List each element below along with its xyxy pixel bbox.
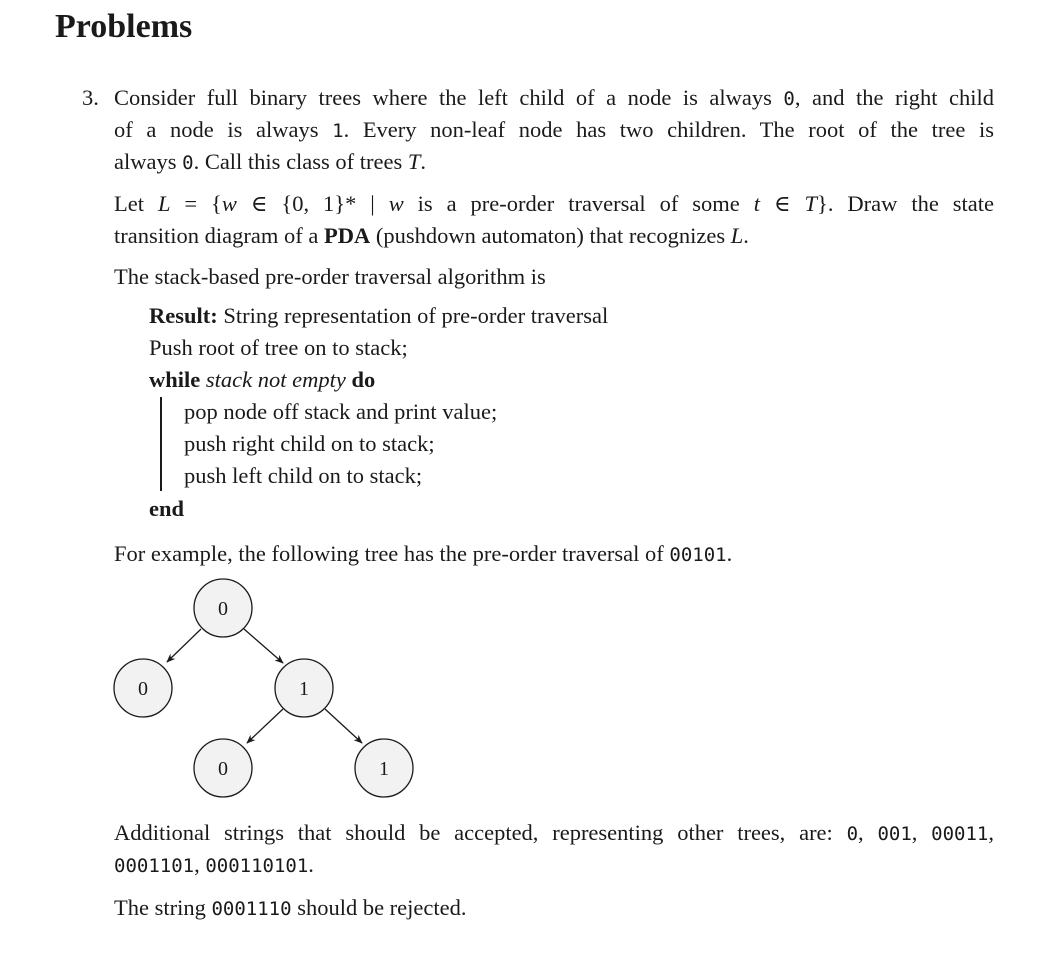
additional-text: Additional strings that should be accepted, representing other trees, are: — [114, 820, 847, 845]
lang-var-w2: w — [388, 191, 404, 216]
accepted-string: 001 — [877, 823, 912, 845]
intro-l3-text-b: . Call this class of trees — [193, 149, 408, 174]
section-title: Problems — [55, 8, 193, 45]
additional-line-1: Additional strings that should be accepted, representing other trees, are: 0, 001, 00011, — [114, 820, 994, 845]
additional-line-2: 0001101, 000110101. — [114, 852, 314, 877]
lang-in2: ∈ — [759, 191, 805, 216]
algo-push-root: Push root of tree on to stack; — [149, 335, 408, 360]
tree-edge-right-right — [325, 709, 362, 743]
intro-l1-code: 0 — [783, 88, 795, 110]
algo-result-text: String representation of pre-order traversal — [217, 303, 609, 328]
tree-node-left-label: 0 — [138, 678, 148, 700]
rejected-text-b: should be rejected. — [291, 895, 467, 920]
lang-var-L: L — [157, 191, 171, 216]
tree-node-right-left-label: 0 — [218, 758, 228, 780]
intro-l3-var: T — [407, 149, 421, 174]
accepted-string: 0001101 — [114, 855, 195, 877]
lang2-pda: PDA — [323, 223, 371, 248]
lang-text-a: Let — [114, 191, 158, 216]
algo-end-kw: end — [149, 496, 185, 521]
lang-mid: is a pre-order traversal of some — [403, 191, 754, 216]
lang-var-w: w — [221, 191, 237, 216]
algo-while-kw: while — [149, 367, 201, 392]
tree-node-right-label: 1 — [299, 678, 309, 700]
tree-edge-right-left — [247, 709, 283, 743]
lang2-var-L: L — [730, 223, 744, 248]
lang2-text-a: transition diagram of a — [114, 223, 324, 248]
algo-while-cond: stack not empty — [205, 367, 346, 392]
algo-body-line-3: push left child on to stack; — [184, 463, 423, 488]
example-text: For example, the following tree has the pre-order traversal of — [114, 541, 670, 566]
intro-l3-code: 0 — [182, 152, 194, 174]
tree-node-right-right-label: 1 — [379, 758, 389, 780]
algo-body-line-2: push right child on to stack; — [184, 431, 435, 456]
example-end: . — [726, 541, 733, 566]
lang2-text-b: (pushdown automaton) that recognizes — [370, 223, 731, 248]
intro-l2-code: 1 — [332, 120, 344, 142]
intro-l3-end: . — [420, 149, 427, 174]
lang2-end: . — [743, 223, 749, 248]
tree-edge-root-right — [244, 629, 283, 663]
lang-var-T: T — [804, 191, 818, 216]
intro-l2-text: of a node is always — [114, 117, 333, 142]
problem-number: 3. — [82, 85, 99, 110]
algo-result-label: Result: — [149, 303, 218, 328]
algo-do-kw: do — [351, 367, 376, 392]
tree-node-root-label: 0 — [218, 598, 228, 620]
example-code: 00101 — [669, 544, 727, 566]
rejected-text-a: The string — [114, 895, 212, 920]
intro-l1-text-b: , and the right child — [794, 85, 994, 110]
algo-intro: The stack-based pre-order traversal algorithm is — [114, 264, 546, 289]
rejected-line — [114, 892, 467, 925]
lang-eq: = { — [170, 191, 222, 216]
lang-text-b: }. Draw the state — [817, 191, 994, 216]
accepted-string: 0 — [846, 823, 859, 845]
accepted-string: 00011 — [931, 823, 989, 845]
lang-in: ∈ {0, 1}* | — [236, 191, 389, 216]
algo-body-line-1: pop node off stack and print value; — [184, 399, 498, 424]
intro-l2-text-b: . Every non-leaf node has two children. The root of the tree is — [343, 117, 995, 142]
tree-edge-root-left — [167, 629, 201, 662]
lang-var-t: t — [753, 191, 760, 216]
intro-l1-text: Consider full binary trees where the left child of a node is always — [114, 85, 784, 110]
accepted-string: 000110101 — [205, 855, 309, 877]
rejected-string: 0001110 — [211, 898, 292, 920]
intro-l3-text: always — [114, 149, 183, 174]
